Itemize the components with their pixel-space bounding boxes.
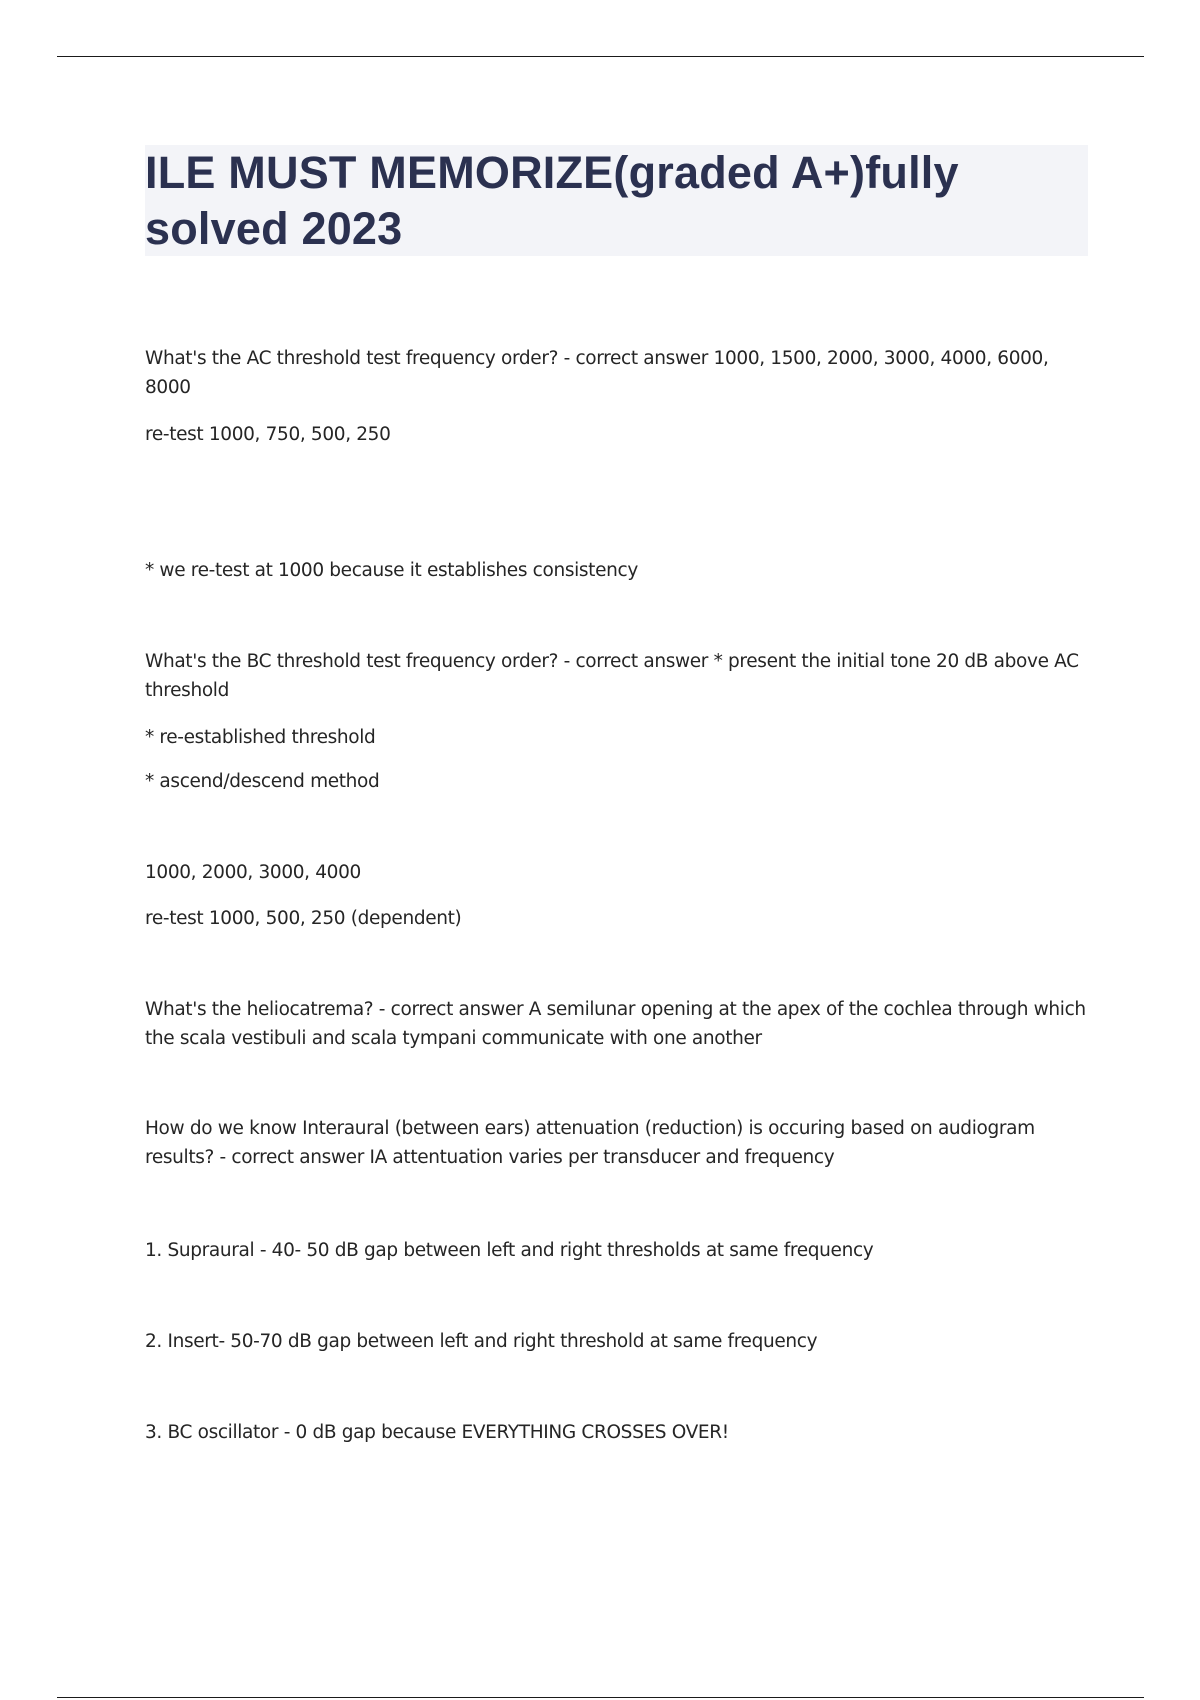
ac-retest-note: * we re-test at 1000 because it establishes consistency	[145, 560, 638, 581]
document-title: ILE MUST MEMORIZE(graded A+)fully solved 2023	[145, 147, 959, 254]
ac-retest-line: re-test 1000, 750, 500, 250	[145, 424, 391, 445]
question-bc-threshold: What's the BC threshold test frequency order? - correct answer * present the initial tone 20 dB above AC threshold	[145, 651, 1079, 701]
question-heliocatrema: What's the heliocatrema? - correct answer A semilunar opening at the apex of the cochlea through which the scala vestibuli and scala tympani communicate with one another	[145, 999, 1086, 1049]
top-rule	[57, 56, 1144, 57]
ia-insert-item: 2. Insert- 50-70 dB gap between left and right threshold at same frequency	[145, 1331, 818, 1352]
ia-bc-oscillator-item: 3. BC oscillator - 0 dB gap because EVERYTHING CROSSES OVER!	[145, 1422, 729, 1443]
question-interaural-attenuation: How do we know Interaural (between ears) attenuation (reduction) is occuring based on audiogram results? - correct answer IA attentuation varies per transducer and frequency	[145, 1118, 1035, 1168]
bc-bullet-method: * ascend/descend method	[145, 771, 380, 792]
question-ac-threshold: What's the AC threshold test frequency order? - correct answer 1000, 1500, 2000, 3000, 4000, 6000, 8000	[145, 348, 1049, 398]
bc-bullet-threshold: * re-established threshold	[145, 727, 376, 748]
title-banner	[145, 145, 1088, 256]
ia-supraural-item: 1. Supraural - 40- 50 dB gap between left and right thresholds at same frequency	[145, 1240, 874, 1261]
bottom-rule	[57, 1697, 1144, 1698]
bc-frequencies-line: 1000, 2000, 3000, 4000	[145, 862, 361, 883]
bc-retest-line: re-test 1000, 500, 250 (dependent)	[145, 908, 462, 929]
